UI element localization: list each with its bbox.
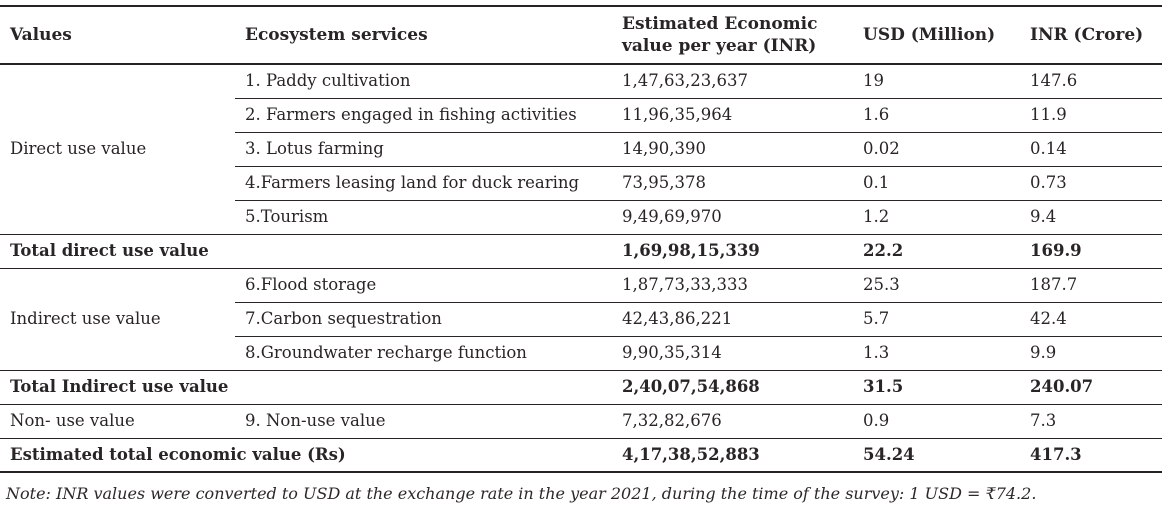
usd-value-cell: 1.6: [853, 98, 1020, 132]
economic-value-table: [0, 5, 1162, 473]
table-row: [0, 268, 1162, 302]
crore-value-cell: 7.3: [1030, 411, 1057, 430]
inr-value-cell: 4,17,38,52,883: [612, 438, 853, 472]
usd-value-cell: 25.3: [863, 275, 900, 294]
group-indirect-use-value: Indirect use value: [10, 309, 161, 328]
crore-value-cell: 42.4: [1020, 302, 1162, 336]
crore-value-cell: 169.9: [1020, 234, 1162, 268]
usd-value-cell: 0.1: [853, 166, 1020, 200]
inr-value-cell: 42,43,86,221: [612, 302, 853, 336]
table-header-row: [0, 6, 1162, 64]
header-ecosystem-services: Ecosystem services: [235, 6, 612, 64]
usd-value-cell: 19: [863, 71, 884, 91]
inr-value-cell: 1,47,63,23,637: [622, 71, 748, 91]
service-cell: 2. Farmers engaged in fishing activities: [235, 98, 612, 132]
service-cell: 6.Flood storage: [245, 275, 377, 294]
group-direct-use-value: Direct use value: [10, 139, 147, 159]
crore-value-cell: 187.7: [1030, 275, 1078, 294]
usd-value-cell: 54.24: [853, 438, 1020, 472]
usd-value-cell: 31.5: [853, 370, 1020, 404]
estimated-total-row: [0, 438, 1162, 472]
usd-value-cell: 1.2: [853, 200, 1020, 234]
total-indirect-row: [0, 370, 1162, 404]
header-estimated-economic-value: Estimated Economic value per year (INR): [612, 6, 853, 64]
crore-value-cell: 9.4: [1020, 200, 1162, 234]
inr-value-cell: 7,32,82,676: [622, 411, 722, 430]
header-usd-million: USD (Million): [853, 6, 1020, 64]
footnote: Note: INR values were converted to USD at the exchange rate in the year 2021, during the time of the survey: 1 USD = ₹74.2.: [6, 484, 1037, 503]
non-use-row: [0, 404, 1162, 438]
crore-value-cell: 9.9: [1020, 336, 1162, 370]
inr-value-cell: 14,90,390: [612, 132, 853, 166]
usd-value-cell: 5.7: [853, 302, 1020, 336]
crore-value-cell: 240.07: [1020, 370, 1162, 404]
inr-value-cell: 1,69,98,15,339: [612, 234, 853, 268]
total-direct-label: Total direct use value: [0, 234, 612, 268]
inr-value-cell: 9,90,35,314: [612, 336, 853, 370]
service-cell: 4.Farmers leasing land for duck rearing: [235, 166, 612, 200]
group-non-use-value: Non- use value: [10, 411, 135, 430]
crore-value-cell: 417.3: [1020, 438, 1162, 472]
estimated-total-label: Estimated total economic value (Rs): [0, 438, 612, 472]
header-inr-crore: INR (Crore): [1020, 6, 1162, 64]
inr-value-cell: 2,40,07,54,868: [612, 370, 853, 404]
table-row: [0, 64, 1162, 98]
header-values: Values: [0, 6, 235, 64]
inr-value-cell: 11,96,35,964: [612, 98, 853, 132]
usd-value-cell: 0.9: [863, 411, 890, 430]
crore-value-cell: 147.6: [1030, 71, 1078, 91]
total-indirect-label: Total Indirect use value: [0, 370, 612, 404]
service-cell: 5.Tourism: [235, 200, 612, 234]
usd-value-cell: 0.02: [853, 132, 1020, 166]
usd-value-cell: 1.3: [853, 336, 1020, 370]
crore-value-cell: 11.9: [1020, 98, 1162, 132]
inr-value-cell: 73,95,378: [612, 166, 853, 200]
service-cell: 1. Paddy cultivation: [245, 71, 411, 91]
inr-value-cell: 1,87,73,33,333: [622, 275, 748, 294]
service-cell: 8.Groundwater recharge function: [235, 336, 612, 370]
inr-value-cell: 9,49,69,970: [612, 200, 853, 234]
service-cell: 7.Carbon sequestration: [235, 302, 612, 336]
usd-value-cell: 22.2: [853, 234, 1020, 268]
total-direct-row: [0, 234, 1162, 268]
crore-value-cell: 0.73: [1020, 166, 1162, 200]
service-cell: 3. Lotus farming: [235, 132, 612, 166]
service-cell: 9. Non-use value: [245, 411, 386, 430]
crore-value-cell: 0.14: [1020, 132, 1162, 166]
